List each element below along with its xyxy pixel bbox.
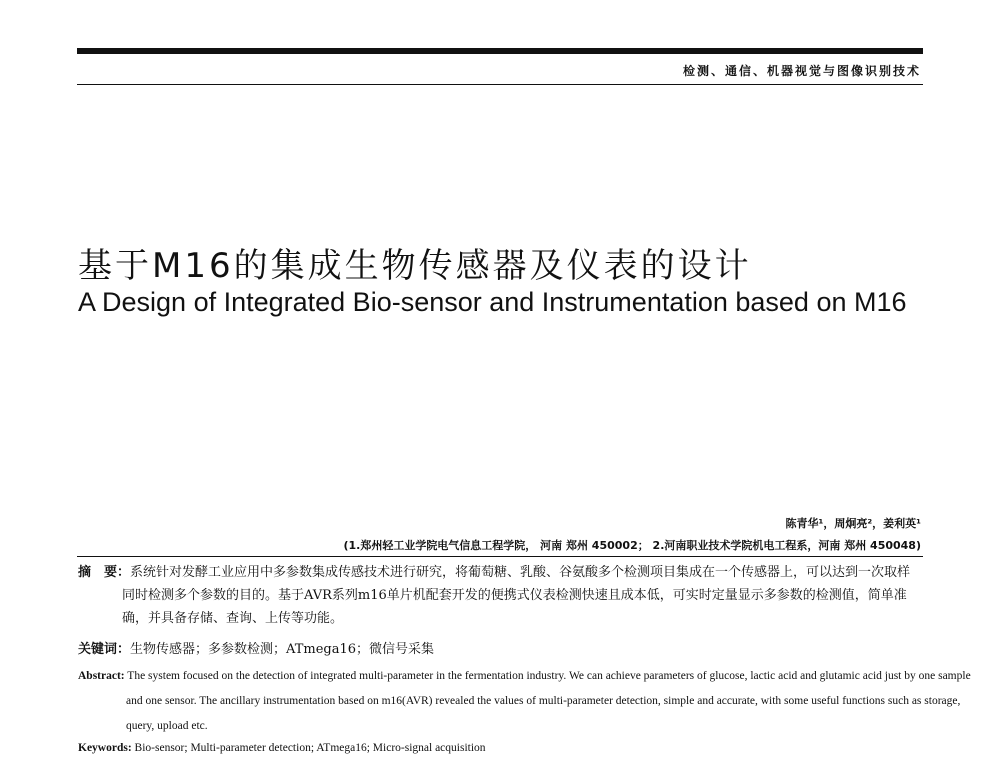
header-rule — [77, 84, 923, 85]
title-english: A Design of Integrated Bio-sensor and Instrumentation based on M16 — [78, 287, 907, 317]
keywords-en-label: Keywords: — [78, 742, 132, 754]
keywords-chinese — [78, 638, 923, 657]
abstract-chinese — [78, 561, 923, 630]
keywords-en-text: Bio-sensor; Multi-parameter detection; ATmega16; Micro-signal acquisition — [134, 742, 486, 754]
abstract-en-text: The system focused on the detection of integrated multi-parameter in the fermentation industry. We can achieve parameters of glucose, lactic acid and glutamic acid just by one sample and one sensor. The ancillary instrumentation based on m16(AVR) revealed the values of multi-parameter detection, simple and accurate, with some useful functions such as storage, query, upload etc. — [126, 670, 971, 732]
abstract-english — [78, 664, 971, 739]
running-head: 检测、通信、机器视觉与图像识别技术 — [682, 64, 921, 78]
keywords-cn-text: 生物传感器；多参数检测；ATmega16；微信号采集 — [130, 642, 434, 657]
top-rule — [77, 48, 923, 54]
abstract-cn-label: 摘 要： — [78, 565, 131, 580]
abstract-cn-text: 系统针对发酵工业应用中多参数集成传感技术进行研究，将葡萄糖、乳酸、谷氨酸多个检测项目集成在一个传感器上，可以达到一次取样同时检测多个参数的目的。基于AVR系列m16单片机配套开发的便携式仪表检测快速且成本低，可实时定量显示多参数的检测值，简单准确，并具备存储、查询、上传等功能。 — [122, 565, 911, 626]
keywords-cn-label: 关键词： — [78, 642, 131, 657]
abstract-en-label: Abstract: — [78, 670, 125, 682]
keywords-english — [78, 742, 923, 754]
affiliation-rule — [77, 556, 923, 557]
authors: 陈青华¹，周炯亮²，姜利英¹ — [785, 517, 921, 530]
affiliations: (1.郑州轻工业学院电气信息工程学院， 河南 郑州 450002； 2.河南职业技术学院机电工程系，河南 郑州 450048) — [343, 539, 921, 552]
title-chinese: 基于M16的集成生物传感器及仪表的设计 — [78, 246, 752, 286]
